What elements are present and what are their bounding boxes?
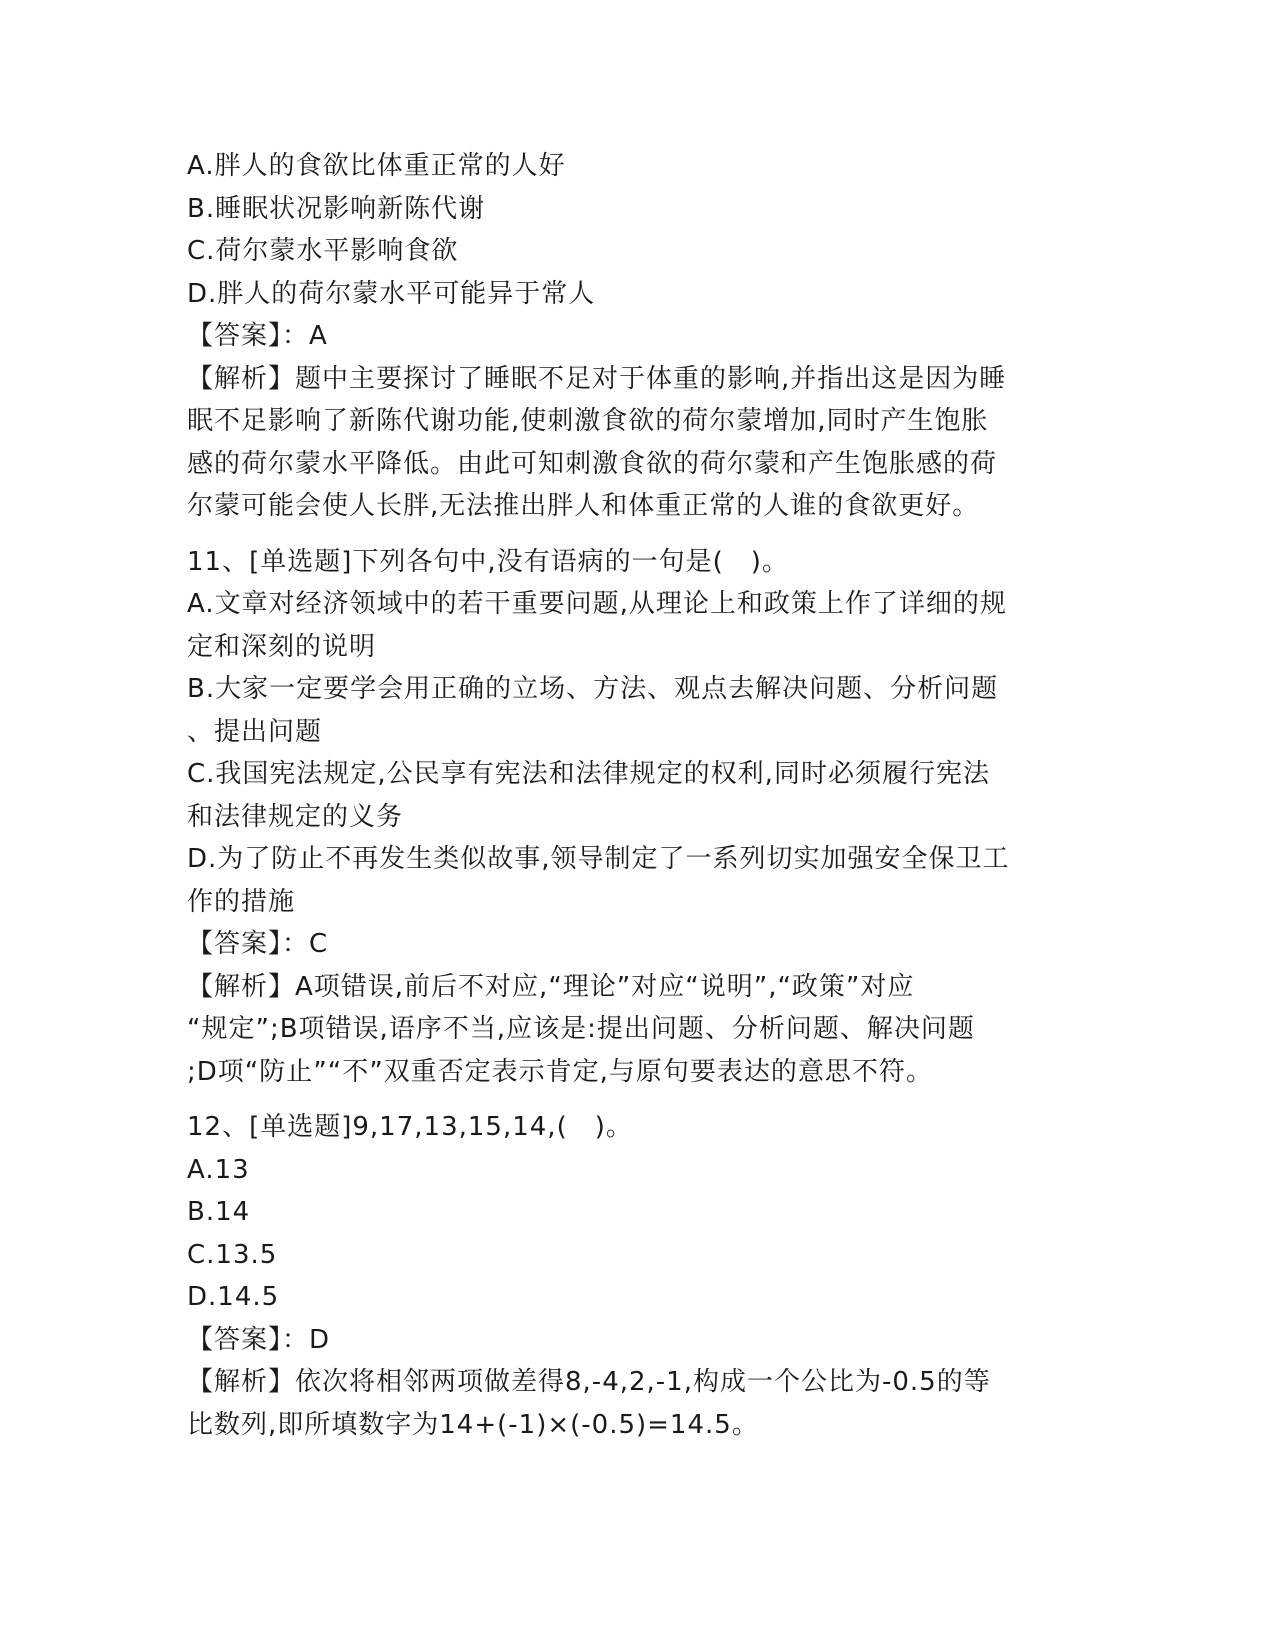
explanation-line: 比数列,即所填数字为14+(-1)×(-0.5)=14.5。 bbox=[187, 1409, 759, 1440]
option-a: A.文章对经济领域中的若干重要问题,从理论上和政策上作了详细的规 bbox=[187, 589, 1007, 619]
explanation-line: 感的荷尔蒙水平降低。由此可知刺激食欲的荷尔蒙和产生饱胀感的荷 bbox=[187, 448, 998, 479]
option-c: C.13.5 bbox=[187, 1239, 278, 1270]
option-a: A.胖人的食欲比体重正常的人好 bbox=[187, 151, 566, 181]
explanation-line: 【解析】A项错误,前后不对应,“理论”对应“说明”,“政策”对应 bbox=[187, 971, 915, 1002]
option-d: D.14.5 bbox=[187, 1282, 280, 1312]
explanation-line: 【解析】依次将相邻两项做差得8,-4,2,-1,构成一个公比为-0.5的等 bbox=[187, 1367, 991, 1397]
option-b: B.大家一定要学会用正确的立场、方法、观点去解决问题、分析问题 bbox=[187, 674, 999, 704]
explanation-line: 尔蒙可能会使人长胖,无法推出胖人和体重正常的人谁的食欲更好。 bbox=[187, 491, 980, 521]
explanation-line: “规定”;B项错误,语序不当,应该是:提出问题、分析问题、解决问题 bbox=[187, 1014, 975, 1044]
option-a-continued: 定和深刻的说明 bbox=[187, 631, 377, 662]
option-d: D.胖人的荷尔蒙水平可能异于常人 bbox=[187, 278, 596, 309]
option-d-continued: 作的措施 bbox=[187, 886, 296, 917]
answer: 【答案】：A bbox=[187, 321, 328, 351]
option-b: B.14 bbox=[187, 1197, 251, 1227]
option-c: C.荷尔蒙水平影响食欲 bbox=[187, 236, 459, 266]
question-10-tail bbox=[187, 145, 1087, 528]
option-b-continued: 、提出问题 bbox=[187, 716, 323, 747]
answer: 【答案】：C bbox=[187, 929, 329, 959]
question-stem: 12、[单选题]9,17,13,15,14,( )。 bbox=[187, 1112, 633, 1142]
option-d: D.为了防止不再发生类似故事,领导制定了一系列切实加强安全保卫工 bbox=[187, 844, 1010, 874]
document-page bbox=[187, 145, 1087, 1446]
question-11 bbox=[187, 541, 1087, 1094]
explanation-line: 【解析】题中主要探讨了睡眠不足对于体重的影响,并指出这是因为睡 bbox=[187, 363, 1007, 394]
explanation-line: 眠不足影响了新陈代谢功能,使刺激食欲的荷尔蒙增加,同时产生饱胀 bbox=[187, 406, 989, 436]
option-c-continued: 和法律规定的义务 bbox=[187, 801, 404, 832]
option-c: C.我国宪法规定,公民享有宪法和法律规定的权利,同时必须履行宪法 bbox=[187, 759, 990, 789]
question-stem: 11、[单选题]下列各句中,没有语病的一句是( )。 bbox=[187, 546, 789, 577]
answer: 【答案】：D bbox=[187, 1324, 331, 1355]
question-12 bbox=[187, 1106, 1087, 1446]
explanation-line: ;D项“防止”“不”双重否定表示肯定,与原句要表达的意思不符。 bbox=[187, 1056, 933, 1087]
option-b: B.睡眠状况影响新陈代谢 bbox=[187, 193, 486, 224]
option-a: A.13 bbox=[187, 1154, 250, 1185]
